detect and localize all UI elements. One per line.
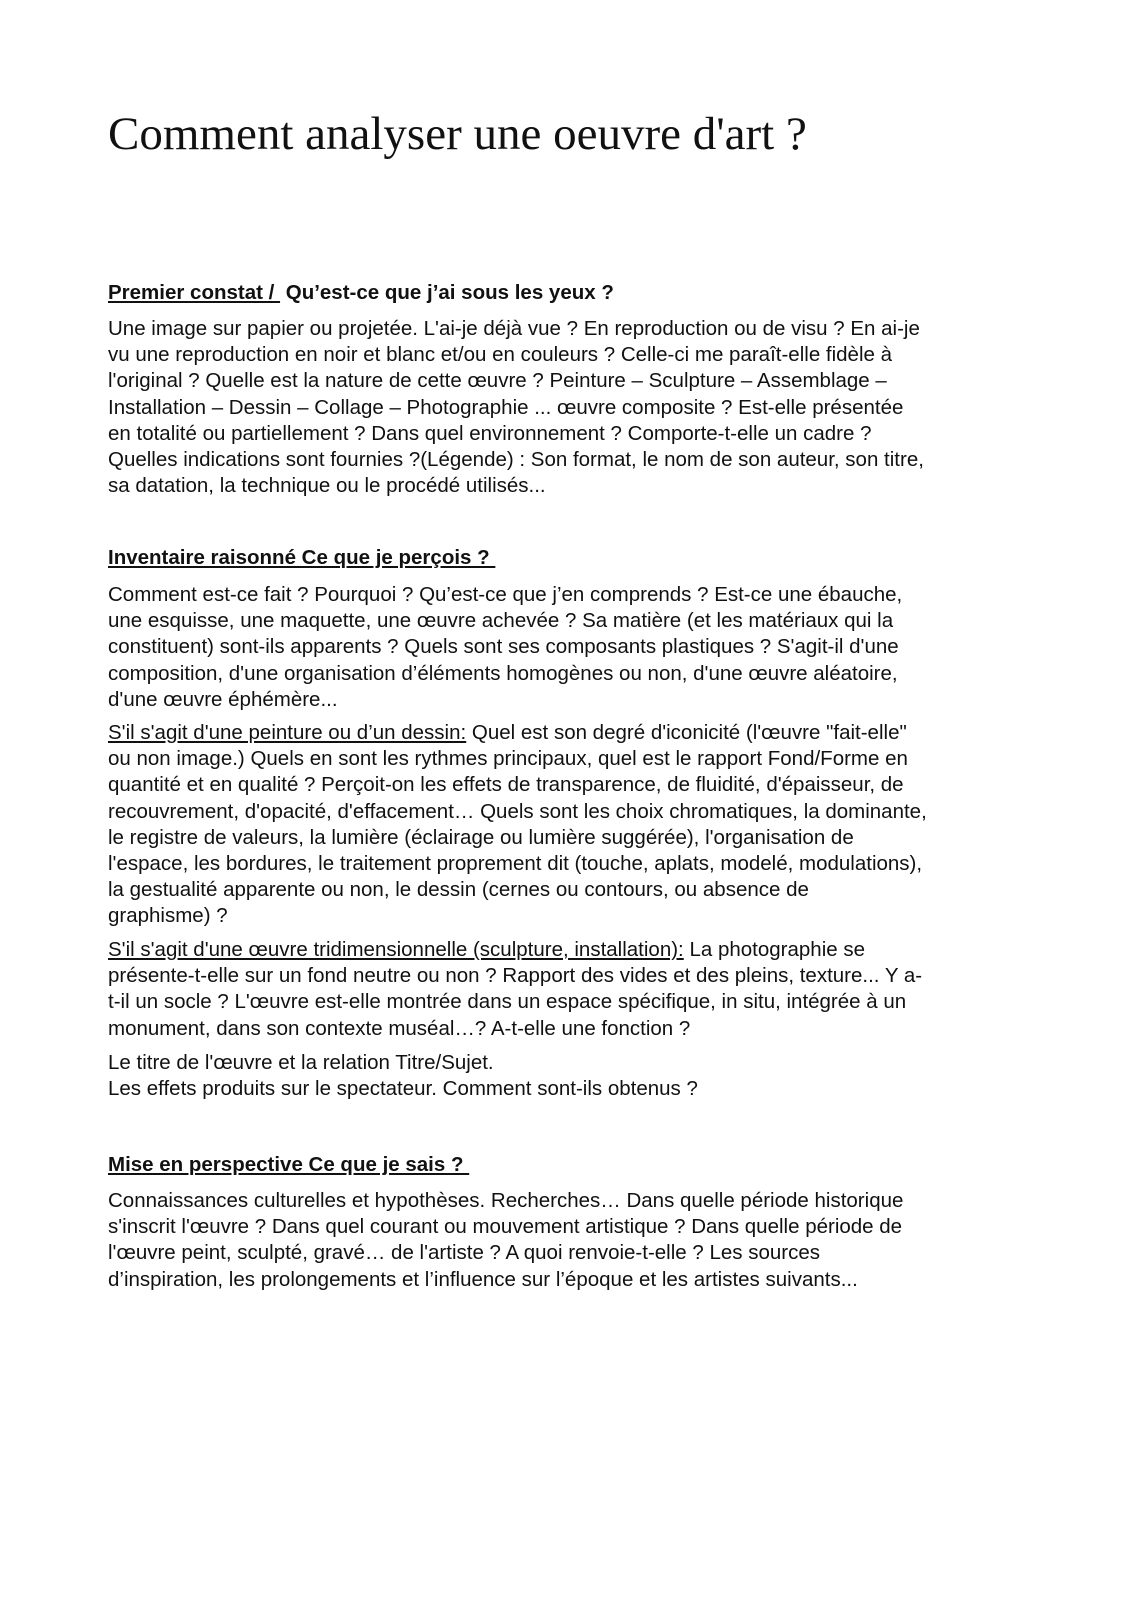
section-paragraph: Une image sur papier ou projetée. L'ai-je déjà vue ? En reproduction ou de visu ? En ai-je vu une reproduction en noir et blanc et/ou en couleurs ? Celle-ci me paraît-elle fidèle à l'original ? Quelle est la nature de cette œuvre ? Peinture – Sculpture – Assemblage – Installation – Dessin – Collage – Photographie ... œuvre composite ? Est-elle présentée en totalité ou partiellement ? Dans quel environnement ? Comporte-t-elle un cadre ? Quelles indications sont fournies ?(Légende) : Son format, le nom de son auteur, son titre, sa datation, la technique ou le procédé utilisés... bbox=[108, 317, 924, 498]
section-paragraph-tridimensionnelle bbox=[108, 937, 1028, 1042]
section-heading-mise-en-perspective bbox=[108, 1152, 469, 1178]
section-heading-inventaire bbox=[108, 545, 495, 571]
section-heading-text: Mise en perspective Ce que je sais ? bbox=[108, 1153, 470, 1176]
section-paragraph-peinture bbox=[108, 720, 1028, 930]
section-paragraph: Comment est-ce fait ? Pourquoi ? Qu’est-ce que j’en comprends ? Est-ce une ébauche, une esquisse, une maquette, une œuvre achevée ? Sa matière (et les matériaux qui la constituent) sont-ils apparents ? Quels sont ses composants plastiques ? S'agit-il d'une composition, d'une organisation d’éléments homogènes ou non, d'une œuvre aléatoire, d'une œuvre éphémère... bbox=[108, 583, 903, 711]
section-paragraph: Le titre de l'œuvre et la relation Titre/Sujet. Les effets produits sur le spectateur. Comment sont-ils obtenus ? bbox=[108, 1051, 698, 1101]
paragraph-lead: S'il s'agit d'une peinture ou d’un dessin: bbox=[108, 721, 467, 744]
paragraph-body: Quel est son degré d'iconicité (l'œuvre "fait-elle" ou non image.) Quels en sont les rythmes principaux, quel est le rapport Fond/Forme en quantité et en qualité ? Perçoit-on les effets de transparence, de fluidité, d'épaisseur, de recouvrement, d'opacité, d'effacement… Quels sont les choix chromatiques, la dominante, le registre de valeurs, la lumière (éclairage ou lumière suggérée), l'organisation de l'espace, les bordures, le traitement proprement dit (touche, aplats, modelé, modulations), la gestualité apparente ou non, le dessin (cernes ou contours, ou absence de graphisme) ? bbox=[108, 721, 927, 928]
section-heading-question: Qu’est-ce que j’ai sous les yeux ? bbox=[280, 281, 614, 304]
paragraph-body: La photographie se présente-t-elle sur un fond neutre ou non ? Rapport des vides et des pleins, texture... Y a- t-il un socle ? L'œuvre est-elle montrée dans un espace spécifique, in situ, intégrée à un monument, dans son contexte muséal…? A-t-elle une fonction ? bbox=[108, 938, 923, 1040]
section-heading-text: Inventaire raisonné Ce que je perçois ? bbox=[108, 546, 496, 569]
paragraph-lead: S'il s'agit d'une œuvre tridimensionnelle (sculpture, installation): bbox=[108, 938, 684, 961]
section-paragraph: Connaissances culturelles et hypothèses. Recherches… Dans quelle période historique s'inscrit l'œuvre ? Dans quel courant ou mouvement artistique ? Dans quelle période de l'œuvre peint, sculpté, gravé… de l'artiste ? A quoi renvoie-t-elle ? Les sources d’inspiration, les prolongements et l’influence sur l’époque et les artistes suivants... bbox=[108, 1189, 904, 1291]
section-heading-premier-constat bbox=[108, 280, 614, 306]
section-heading-underlined: Premier constat / bbox=[108, 281, 281, 304]
page-title: Comment analyser une oeuvre d'art ? bbox=[108, 108, 807, 160]
